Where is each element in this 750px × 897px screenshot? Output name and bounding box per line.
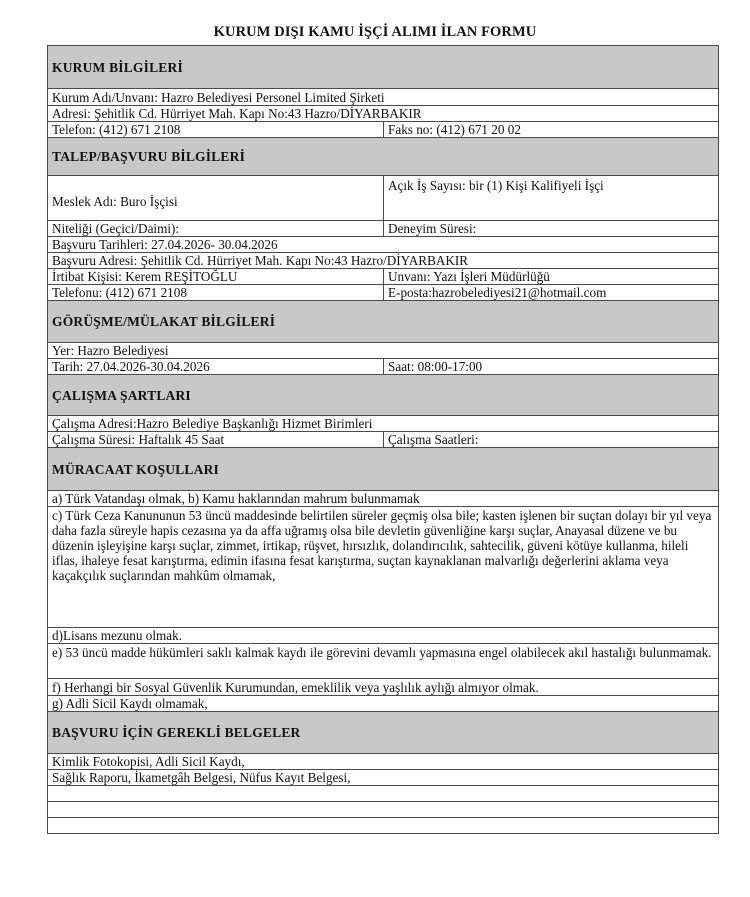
table-row	[48, 269, 719, 285]
list-item	[48, 507, 719, 628]
kosul-g: g) Adli Sicil Kaydı olmamak,	[48, 696, 719, 712]
section-muracaat-header: MÜRACAAT KOŞULLARI	[48, 448, 719, 491]
table-row	[48, 359, 719, 375]
basvuru-adresi: Başvuru Adresi: Şehitlik Cd. Hürriyet Mah. Kapı No:43 Hazro/DİYARBAKIR	[48, 253, 719, 269]
kurum-telefon: Telefon: (412) 671 2108	[48, 122, 384, 138]
table-row	[48, 89, 719, 106]
table-row	[48, 343, 719, 359]
table-row	[48, 176, 719, 221]
form-table	[47, 45, 719, 834]
kurum-adres: Adresi: Şehitlik Cd. Hürriyet Mah. Kapı No:43 Hazro/DİYARBAKIR	[48, 106, 719, 122]
irtibat-kisisi: İrtibat Kişisi: Kerem REŞİTOĞLU	[48, 269, 384, 285]
section-belgeler-header: BAŞVURU İÇİN GEREKLİ BELGELER	[48, 712, 719, 754]
unvani: Unvanı: Yazı İşleri Müdürlüğü	[384, 269, 719, 285]
gorusme-tarih: Tarih: 27.04.2026-30.04.2026	[48, 359, 384, 375]
table-row	[48, 253, 719, 269]
e-posta: E-posta:hazrobelediyesi21@hotmail.com	[384, 285, 719, 301]
section-gorusme-header: GÖRÜŞME/MÜLAKAT BİLGİLERİ	[48, 301, 719, 343]
calisma-adresi: Çalışma Adresi:Hazro Belediye Başkanlığı Hizmet Birimleri	[48, 416, 719, 432]
table-row	[48, 106, 719, 122]
niteligi: Niteliği (Geçici/Daimi):	[48, 221, 384, 237]
kosul-e: e) 53 üncü madde hükümleri saklı kalmak kaydı ile görevini devamlı yapmasına engel olabilecek akıl hastalığı bulunmamak.	[48, 644, 719, 679]
calisma-suresi: Çalışma Süresi: Haftalık 45 Saat	[48, 432, 384, 448]
kosul-a-b: a) Türk Vatandaşı olmak, b) Kamu haklarından mahrum bulunmamak	[48, 491, 719, 507]
gorusme-saat: Saat: 08:00-17:00	[384, 359, 719, 375]
acik-is-sayisi: Açık İş Sayısı: bir (1) Kişi Kalifiyeli İşçi	[384, 176, 719, 221]
kurum-adi: Kurum Adı/Unvanı: Hazro Belediyesi Personel Limited Şirketi	[48, 89, 719, 106]
empty-row	[48, 802, 719, 818]
list-item	[48, 628, 719, 644]
kosul-c: c) Türk Ceza Kanununun 53 üncü maddesinde belirtilen süreler geçmiş olsa bile; kasten işlenen bir suçtan dolayı bir yıl veya daha fazla süreyle hapis cezasına ya da affa uğramış olsa bile devletin güvenliğine karşı suçlar, Anayasal düzene ve bu düzenin işleyişine karşı suçlar, zimmet, irtikap, rüşvet, hırsızlık, dolandırıcılık, sahtecilik, güveni kötüye kullanma, hileli iflas, ihaleye fesat karıştırma, edimin ifasına fesat karıştırma, suçtan kaynaklanan malvarlığı değerlerini aklama veya kaçakçılık suçlarından mahkûm olmamak,	[48, 507, 719, 628]
section-kurum-header: KURUM BİLGİLERİ	[48, 46, 719, 89]
list-item	[48, 491, 719, 507]
basvuru-tarihleri: Başvuru Tarihleri: 27.04.2026- 30.04.2026	[48, 237, 719, 253]
section-calisma-header: ÇALIŞMA ŞARTLARI	[48, 375, 719, 416]
kosul-d: d)Lisans mezunu olmak.	[48, 628, 719, 644]
empty-row	[48, 786, 719, 802]
kurum-faks: Faks no: (412) 671 20 02	[384, 122, 719, 138]
section-talep-header: TALEP/BAŞVURU BİLGİLERİ	[48, 138, 719, 176]
deneyim-suresi: Deneyim Süresi:	[384, 221, 719, 237]
table-row	[48, 122, 719, 138]
meslek-adi: Meslek Adı: Buro İşçisi	[48, 176, 384, 221]
table-row	[48, 285, 719, 301]
belge-1: Kimlik Fotokopisi, Adli Sicil Kaydı,	[48, 754, 719, 770]
calisma-saatleri: Çalışma Saatleri:	[384, 432, 719, 448]
empty-row	[48, 818, 719, 834]
table-row	[48, 416, 719, 432]
list-item	[48, 770, 719, 786]
table-row	[48, 432, 719, 448]
kosul-f: f) Herhangi bir Sosyal Güvenlik Kurumundan, emeklilik veya yaşlılık aylığı almıyor olmak.	[48, 679, 719, 696]
table-row	[48, 237, 719, 253]
list-item	[48, 679, 719, 696]
belge-2: Sağlık Raporu, İkametgâh Belgesi, Nüfus Kayıt Belgesi,	[48, 770, 719, 786]
form-title: KURUM DIŞI KAMU İŞÇİ ALIMI İLAN FORMU	[213, 24, 537, 40]
list-item	[48, 696, 719, 712]
gorusme-yer: Yer: Hazro Belediyesi	[48, 343, 719, 359]
list-item	[48, 644, 719, 679]
telefonu: Telefonu: (412) 671 2108	[48, 285, 384, 301]
list-item	[48, 754, 719, 770]
table-row	[48, 221, 719, 237]
